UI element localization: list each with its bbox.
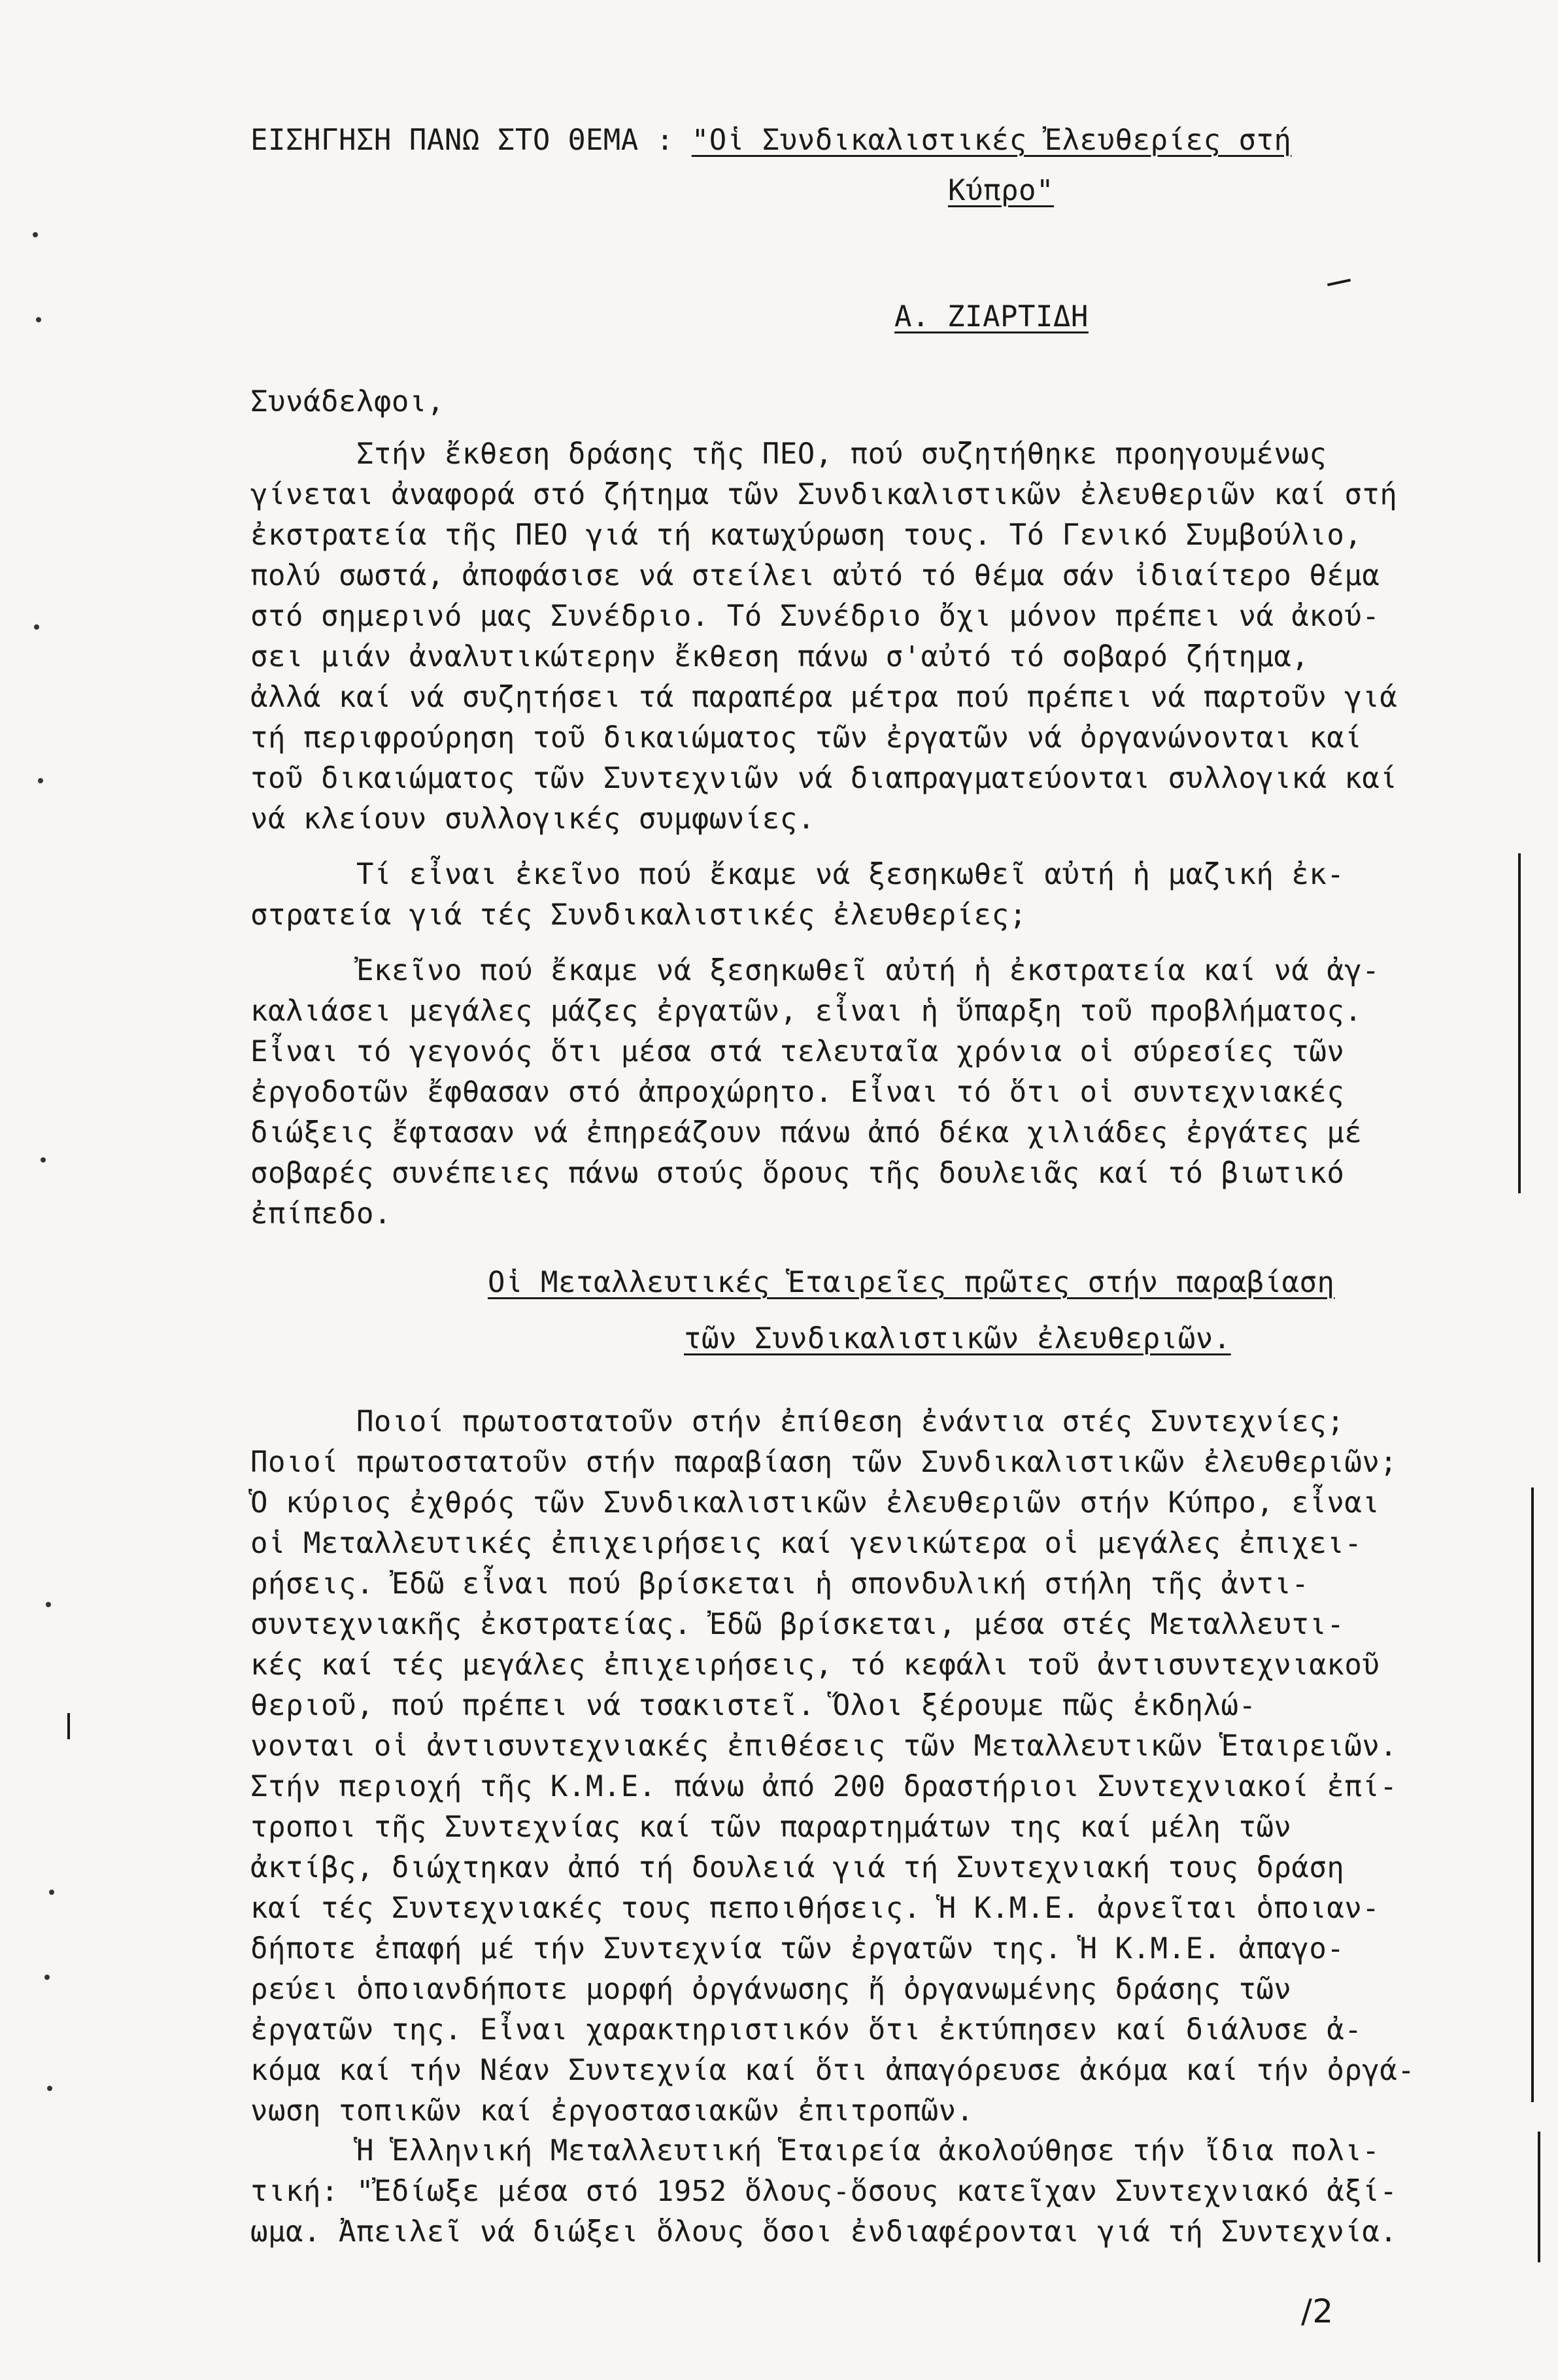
margin-bracket-mark	[1531, 1488, 1534, 2102]
paragraph-line: ρήσεις. Ἐδῶ εἶναι πού βρίσκεται ἡ σπονδυλική στήλη τῆς ἀντι-	[250, 1567, 1310, 1601]
margin-bracket-mark	[1518, 853, 1521, 1193]
paragraph-line: ωμα. Ἀπειλεῖ νά διώξει ὅλους ὅσοι ἐνδιαφέρονται γιά τή Συντεχνία.	[250, 2215, 1398, 2249]
paragraph-line: Τί εἶναι ἐκεῖνο πού ἔκαμε νά ξεσηκωθεῖ αὐτή ἡ μαζική ἐκ-	[250, 858, 1345, 891]
salutation: Συνάδελφοι,	[250, 385, 445, 418]
paragraph-line: Ἐκεῖνο πού ἔκαμε νά ξεσηκωθεῖ αὐτή ἡ ἐκστρατεία καί νά ἀγ-	[250, 954, 1380, 987]
paragraph-line: Στήν περιοχή τῆς Κ.Μ.Ε. πάνω ἀπό 200 δραστήριοι Συντεχνιακοί ἐπί-	[250, 1770, 1398, 1803]
scan-speck	[36, 317, 41, 322]
paragraph-line: σει μιάν ἀναλυτικώτερην ἔκθεση πάνω σ'αὐτό τό σοβαρό ζήτημα,	[250, 640, 1310, 673]
paragraph-line: ἐργατῶν της. Εἶναι χαρακτηριστικόν ὅτι ἐκτύπησεν καί διάλυσε ἀ-	[250, 2013, 1363, 2047]
heading-topic-line-1: "Οἱ Συνδικαλιστικές Ἐλευθερίες στή	[691, 124, 1292, 157]
paragraph-line: Στήν ἔκθεση δράσης τῆς ΠΕΟ, πού συζητήθηκε προηγουμένως	[250, 437, 1327, 471]
paragraph-line: κές καί τές μεγάλες ἐπιχειρήσεις, τό κεφάλι τοῦ ἀντισυντεχνιακοῦ	[250, 1648, 1380, 1682]
paragraph-line: νονται οἱ ἀντισυντεχνιακές ἐπιθέσεις τῶν Μεταλλευτικῶν Ἑταιρειῶν.	[250, 1729, 1398, 1763]
scan-speck	[47, 2086, 52, 2091]
paragraph-line: ἐκστρατεία τῆς ΠΕΟ γιά τή κατωχύρωση τους. Τό Γενικό Συμβούλιο,	[250, 518, 1363, 552]
scan-speck	[67, 1713, 70, 1739]
paragraph-line: γίνεται ἀναφορά στό ζήτημα τῶν Συνδικαλιστικῶν ἐλευθεριῶν καί στή	[250, 478, 1398, 511]
paragraph-line: ρεύει ὁποιανδήποτε μορφή ὀργάνωσης ἤ ὀργανωμένης δράσης τῶν	[250, 1973, 1292, 2006]
paragraph-line: πολύ σωστά, ἀποφάσισε νά στείλει αὐτό τό θέμα σάν ἰδιαίτερο θέμα	[250, 559, 1380, 592]
paragraph-line: Ὁ κύριος ἐχθρός τῶν Συνδικαλιστικῶν ἐλευθεριῶν στήν Κύπρο, εἶναι	[250, 1486, 1380, 1520]
paragraph-line: διώξεις ἔφτασαν νά ἐπηρεάζουν πάνω ἀπό δέκα χιλιάδες ἐργάτες μέ	[250, 1116, 1363, 1149]
paragraph-line: ἀλλά καί νά συζητήσει τά παραπέρα μέτρα πού πρέπει νά παρτοῦν γιά	[250, 681, 1398, 714]
heading-line-1	[250, 121, 1291, 160]
heading-prefix: ΕΙΣΗΓΗΣΗ ΠΑΝΩ ΣΤΟ ΘΕΜΑ :	[250, 124, 692, 157]
margin-tick-mark	[1327, 279, 1351, 286]
paragraph-line: καί τές Συντεχνιακές τους πεποιθήσεις. Ἡ Κ.Μ.Ε. ἀρνεῖται ὁποιαν-	[250, 1892, 1380, 1925]
paragraph-line: Ἡ Ἑλληνική Μεταλλευτική Ἑταιρεία ἀκολούθησε τήν ἴδια πολι-	[250, 2134, 1380, 2168]
scan-speck	[44, 1975, 50, 1980]
paragraph-line: ἐπίπεδο.	[250, 1197, 392, 1231]
margin-bracket-mark	[1538, 2132, 1540, 2262]
paragraph-line: Ποιοί πρωτοστατοῦν στήν ἐπίθεση ἐνάντια στές Συντεχνίες;	[250, 1405, 1345, 1438]
paragraph-line: θεριοῦ, πού πρέπει νά τσακιστεῖ. Ὅλοι ξέρουμε πῶς ἐκδηλώ-	[250, 1689, 1257, 1722]
scan-speck	[46, 1602, 51, 1607]
paragraph-line: ἐργοδοτῶν ἔφθασαν στό ἀπροχώρητο. Εἶναι τό ὅτι οἱ συντεχνιακές	[250, 1076, 1345, 1109]
paragraph-line: στό σημερινό μας Συνέδριο. Τό Συνέδριο ὄχι μόνον πρέπει νά ἀκού-	[250, 600, 1380, 633]
paragraph-line: νά κλείουν συλλογικές συμφωνίες.	[250, 802, 815, 836]
paragraph-line: καλιάσει μεγάλες μάζες ἐργατῶν, εἶναι ἡ ὕπαρξη τοῦ προβλήματος.	[250, 994, 1363, 1028]
subheading-line-1: Οἱ Μεταλλευτικές Ἑταιρεῖες πρῶτες στήν παραβίαση	[488, 1266, 1335, 1299]
paragraph-line: τροποι τῆς Συντεχνίας καί τῶν παραρτημάτων της καί μέλη τῶν	[250, 1810, 1292, 1844]
paragraph-line: νωση τοπικῶν καί ἐργοστασιακῶν ἐπιτροπῶν.	[250, 2094, 974, 2128]
paragraph-line: συντεχνιακῆς ἐκστρατείας. Ἐδῶ βρίσκεται, μέσα στές Μεταλλευτι-	[250, 1608, 1345, 1641]
paragraph-line: σοβαρές συνέπειες πάνω στούς ὅρους τῆς δουλειᾶς καί τό βιωτικό	[250, 1157, 1345, 1190]
subheading-line-2: τῶν Συνδικαλιστικῶν ἐλευθεριῶν.	[684, 1322, 1231, 1355]
paragraph-line: τή περιφρούρηση τοῦ δικαιώματος τῶν ἐργατῶν νά ὀργανώνονται καί	[250, 721, 1363, 755]
scan-speck	[38, 778, 43, 783]
paragraph-line: δήποτε ἐπαφή μέ τήν Συντεχνία τῶν ἐργατῶν της. Ἡ Κ.Μ.Ε. ἀπαγο-	[250, 1932, 1345, 1965]
scan-speck	[49, 1890, 54, 1895]
page-number: /2	[1301, 2292, 1334, 2330]
scan-speck	[34, 624, 39, 630]
paragraph-line: Ποιοί πρωτοστατοῦν στήν παραβίαση τῶν Συνδικαλιστικῶν ἐλευθεριῶν;	[250, 1446, 1398, 1479]
heading-topic-line-2: Κύπρο"	[948, 174, 1054, 207]
paragraph-line: ἀκτίβς, διώχτηκαν ἀπό τή δουλειά γιά τή Συντεχνιακή τους δράση	[250, 1851, 1345, 1884]
paragraph-line: στρατεία γιά τές Συνδικαλιστικές ἐλευθερίες;	[250, 898, 1027, 932]
scan-speck	[41, 1157, 46, 1163]
author-name: Α. ΖΙΑΡΤΙΔΗ	[894, 300, 1089, 333]
scan-speck	[33, 232, 38, 237]
paragraph-line: Εἶναι τό γεγονός ὅτι μέσα στά τελευταῖα χρόνια οἱ σύρεσίες τῶν	[250, 1035, 1345, 1068]
paragraph-line: οἱ Μεταλλευτικές ἐπιχειρήσεις καί γενικώτερα οἱ μεγάλες ἐπιχει-	[250, 1527, 1363, 1560]
paragraph-line: τοῦ δικαιώματος τῶν Συντεχνιῶν νά διαπραγματεύονται συλλογικά καί	[250, 762, 1398, 795]
paragraph-line: τική: "Ἐδίωξε μέσα στό 1952 ὅλους-ὅσους κατεῖχαν Συντεχνιακό ἀξί-	[250, 2175, 1398, 2208]
paragraph-line: κόμα καί τήν Νέαν Συντεχνία καί ὅτι ἀπαγόρευσε ἀκόμα καί τήν ὀργά-	[250, 2054, 1415, 2087]
